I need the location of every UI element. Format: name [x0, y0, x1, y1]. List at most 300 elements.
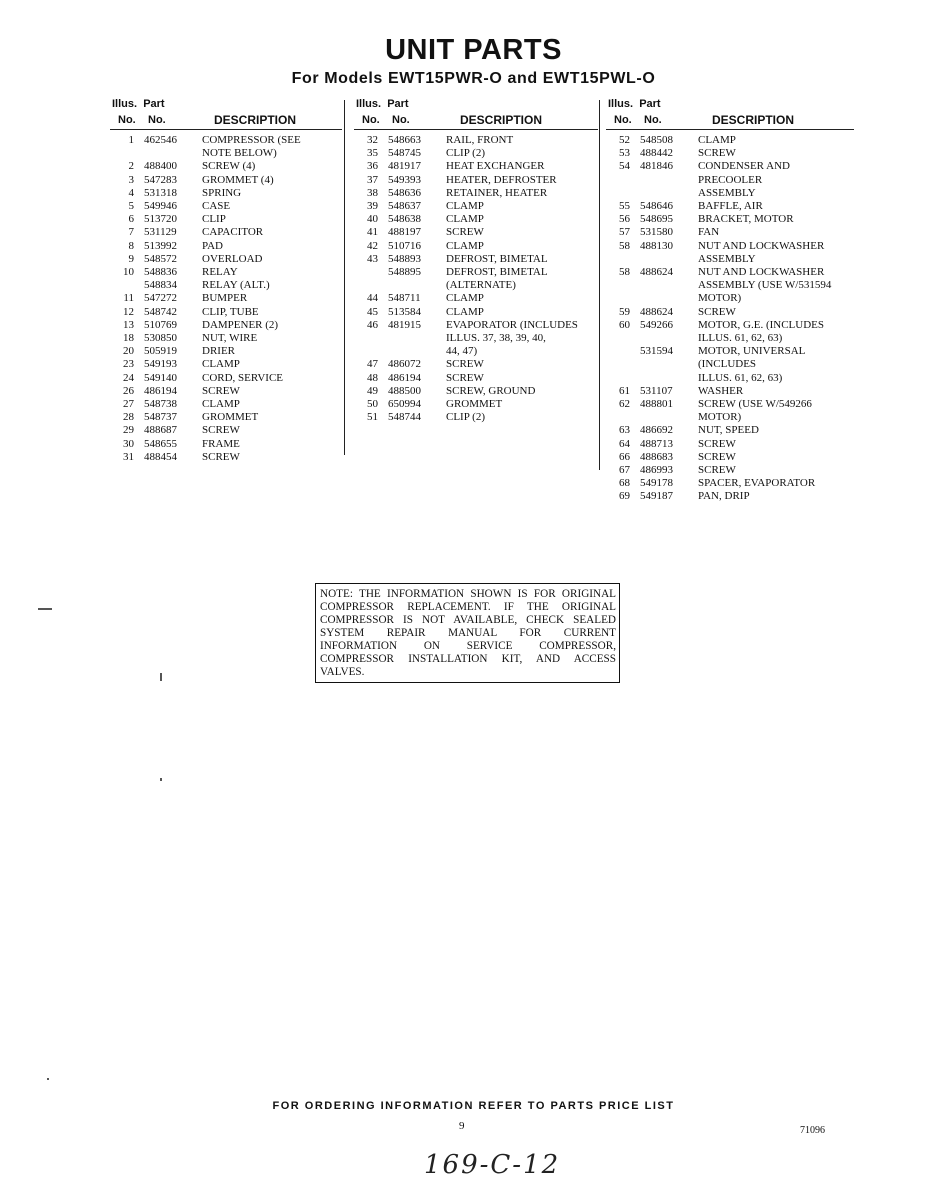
- part-number: 510769: [144, 318, 177, 331]
- part-number: 549266: [640, 318, 673, 331]
- part-description: CLAMP: [446, 292, 484, 305]
- illus-number: 11: [123, 292, 134, 305]
- parts-row: [606, 438, 854, 451]
- parts-row: [110, 451, 342, 464]
- part-description: ASSEMBLY (USE W/531594: [698, 279, 832, 292]
- part-number: 513720: [144, 213, 177, 226]
- header-part-no: No.: [392, 114, 410, 126]
- part-description: CLAMP: [446, 239, 484, 252]
- part-description: CLAMP: [202, 398, 240, 411]
- parts-row: [606, 424, 854, 437]
- part-number: 531580: [640, 226, 673, 239]
- column-divider: [344, 100, 345, 455]
- parts-row: [606, 477, 854, 490]
- scan-speck: [160, 673, 162, 681]
- illus-number: 24: [123, 371, 134, 384]
- part-number: 488400: [144, 160, 177, 173]
- part-number: 548834: [144, 279, 177, 292]
- parts-row: [110, 213, 342, 226]
- header-description: DESCRIPTION: [460, 113, 543, 127]
- illus-number: 9: [128, 252, 134, 265]
- part-description: RELAY: [202, 266, 238, 279]
- illus-number: 12: [123, 305, 134, 318]
- illus-number: 51: [367, 411, 378, 424]
- header-illus-part: Illus. Part: [608, 98, 661, 110]
- parts-row: [606, 253, 854, 266]
- part-description: SCREW: [202, 450, 240, 463]
- parts-row: [606, 226, 854, 239]
- part-description: BAFFLE, AIR: [698, 200, 763, 213]
- parts-row: [606, 332, 854, 345]
- illus-number: 50: [367, 398, 378, 411]
- part-description: CLAMP: [446, 213, 484, 226]
- part-description: CLIP: [202, 213, 226, 226]
- parts-row: [354, 147, 598, 160]
- parts-row: [110, 200, 342, 213]
- parts-row: [354, 160, 598, 173]
- part-description: CONDENSER AND PRECOOLER: [698, 160, 790, 186]
- illus-number: 58: [619, 266, 630, 279]
- part-description: HEATER, DEFROSTER: [446, 173, 557, 186]
- part-number: 548508: [640, 134, 673, 146]
- part-description: CASE: [202, 200, 231, 213]
- part-description: WASHER: [698, 384, 744, 397]
- parts-row: [110, 358, 342, 371]
- parts-row: [354, 306, 598, 319]
- part-description: MOTOR): [698, 292, 742, 305]
- parts-row: [110, 424, 342, 437]
- illus-number: 69: [619, 490, 630, 503]
- part-description: MOTOR, G.E. (INCLUDES: [698, 318, 824, 331]
- parts-row: [110, 398, 342, 411]
- parts-row: [110, 253, 342, 266]
- parts-row: [354, 134, 598, 147]
- part-number: 548893: [388, 252, 421, 265]
- part-description: MOTOR, UNIVERSAL (INCLUDES: [698, 345, 805, 371]
- part-number: 510716: [388, 239, 421, 252]
- part-number: 488624: [640, 305, 673, 318]
- part-description: SCREW: [202, 424, 240, 437]
- scan-speck: [160, 778, 162, 781]
- parts-row: [354, 358, 598, 371]
- part-description: PAD: [202, 239, 223, 252]
- parts-row: [606, 398, 854, 411]
- illus-number: 4: [128, 186, 134, 199]
- header-rule: [354, 129, 598, 130]
- parts-row: [110, 187, 342, 200]
- part-number: 548742: [144, 305, 177, 318]
- illus-number: 5: [128, 200, 134, 213]
- parts-row: [110, 306, 342, 319]
- part-number: 548895: [388, 266, 421, 279]
- parts-row: [354, 240, 598, 253]
- header-illus-no: No.: [362, 114, 380, 126]
- illus-number: 30: [123, 437, 134, 450]
- part-number: 547283: [144, 173, 177, 186]
- parts-column-2: [354, 98, 598, 424]
- part-description: EVAPORATOR (INCLUDES: [446, 318, 578, 331]
- illus-number: 59: [619, 305, 630, 318]
- parts-row: [110, 332, 342, 345]
- column-divider: [599, 100, 600, 470]
- illus-number: 54: [619, 160, 630, 173]
- illus-number: 53: [619, 147, 630, 160]
- parts-column-1: [110, 98, 342, 464]
- parts-row: [606, 292, 854, 305]
- illus-number: 55: [619, 200, 630, 213]
- part-number: 486692: [640, 424, 673, 437]
- part-number: 549946: [144, 200, 177, 213]
- part-number: 549187: [640, 490, 673, 503]
- header-illus-part: Illus. Part: [356, 98, 409, 110]
- parts-row: [606, 266, 854, 279]
- parts-row: [354, 279, 598, 292]
- illus-number: 6: [128, 213, 134, 226]
- part-number: 548638: [388, 213, 421, 226]
- parts-column-3: [606, 98, 854, 504]
- illus-number: 35: [367, 147, 378, 160]
- part-description: DAMPENER (2): [202, 318, 279, 331]
- part-number: 486072: [388, 358, 421, 371]
- illus-number: 45: [367, 305, 378, 318]
- header-description: DESCRIPTION: [214, 113, 297, 127]
- illus-number: 37: [367, 173, 378, 186]
- illus-number: 67: [619, 464, 630, 477]
- header-rule: [110, 129, 342, 130]
- part-number: 548836: [144, 266, 177, 279]
- part-number: 488454: [144, 450, 177, 463]
- parts-row: [606, 490, 854, 503]
- part-description: CORD, SERVICE: [202, 371, 284, 384]
- illus-number: 42: [367, 239, 378, 252]
- parts-rows: [110, 134, 342, 464]
- part-number: 548637: [388, 200, 421, 213]
- parts-row: [606, 240, 854, 253]
- illus-number: 60: [619, 318, 630, 331]
- part-description: (ALTERNATE): [446, 279, 516, 292]
- part-description: FAN: [698, 226, 720, 239]
- part-number: 486194: [144, 384, 177, 397]
- part-description: BRACKET, MOTOR: [698, 213, 794, 226]
- parts-row: [354, 319, 598, 332]
- part-description: COMPRESSOR (SEE: [202, 134, 301, 146]
- part-number: 481915: [388, 318, 421, 331]
- part-number: 488442: [640, 147, 673, 160]
- parts-row: [354, 332, 598, 345]
- document-code: 71096: [800, 1125, 825, 1136]
- parts-row: [110, 345, 342, 358]
- part-number: 549178: [640, 477, 673, 490]
- parts-row: [606, 134, 854, 147]
- part-description: ASSEMBLY: [698, 186, 756, 199]
- parts-row: [110, 226, 342, 239]
- parts-row: [354, 174, 598, 187]
- parts-row: [606, 451, 854, 464]
- parts-rows: [606, 134, 854, 504]
- part-description: DEFROST, BIMETAL: [446, 252, 548, 265]
- parts-row: [606, 213, 854, 226]
- handwritten-annotation: 169-C-12: [424, 1150, 561, 1180]
- part-description: CAPACITOR: [202, 226, 264, 239]
- part-description: OVERLOAD: [202, 252, 263, 265]
- part-description: SCREW: [446, 371, 484, 384]
- illus-number: 10: [123, 266, 134, 279]
- part-number: 488197: [388, 226, 421, 239]
- page-title: UNIT PARTS: [385, 34, 562, 66]
- part-description: NOTE BELOW): [202, 147, 277, 160]
- part-description: SCREW: [698, 450, 736, 463]
- illus-number: 64: [619, 437, 630, 450]
- parts-row: [606, 279, 854, 292]
- parts-row: [110, 240, 342, 253]
- illus-number: 40: [367, 213, 378, 226]
- part-number: 549393: [388, 173, 421, 186]
- parts-row: [110, 385, 342, 398]
- parts-row: [354, 213, 598, 226]
- part-description: DRIER: [202, 345, 235, 358]
- parts-row: [606, 411, 854, 424]
- part-number: 488687: [144, 424, 177, 437]
- parts-row: [110, 372, 342, 385]
- parts-row: [606, 372, 854, 385]
- part-number: 549193: [144, 358, 177, 371]
- parts-row: [110, 411, 342, 424]
- part-description: SCREW (USE W/549266: [698, 398, 812, 411]
- part-description: RELAY (ALT.): [202, 279, 270, 292]
- part-number: 548745: [388, 147, 421, 160]
- part-description: CLIP, TUBE: [202, 305, 259, 318]
- illus-number: 57: [619, 226, 630, 239]
- illus-number: 8: [128, 239, 134, 252]
- parts-row: [110, 266, 342, 279]
- illus-number: 31: [123, 450, 134, 463]
- part-description: SCREW: [698, 437, 736, 450]
- part-description: ILLUS. 61, 62, 63): [698, 371, 783, 384]
- part-description: SCREW, GROUND: [446, 384, 536, 397]
- part-description: RETAINER, HEATER: [446, 186, 548, 199]
- part-number: 488500: [388, 384, 421, 397]
- illus-number: 49: [367, 384, 378, 397]
- part-description: CLAMP: [698, 134, 736, 146]
- part-description: BUMPER: [202, 292, 248, 305]
- part-description: 44, 47): [446, 345, 478, 358]
- illus-number: 13: [123, 318, 134, 331]
- compressor-note-box: NOTE: THE INFORMATION SHOWN IS FOR ORIGINAL COMPRESSOR REPLACEMENT. IF THE ORIGINAL COMPRESSOR IS NOT AVAILABLE, CHECK SEALED SYSTEM REPAIR MANUAL FOR CURRENT INFORMATION ON SERVICE COMPRESSOR, COMPRESSOR INSTALLATION KIT, AND ACCESS VALVES.: [315, 583, 620, 683]
- illus-number: 46: [367, 318, 378, 331]
- illus-number: 18: [123, 332, 134, 345]
- parts-row: [606, 200, 854, 213]
- parts-row: [354, 345, 598, 358]
- part-number: 650994: [388, 398, 421, 411]
- part-description: CLAMP: [446, 305, 484, 318]
- part-description: SCREW: [698, 147, 736, 160]
- parts-row: [354, 266, 598, 279]
- part-description: NUT, WIRE: [202, 332, 258, 345]
- illus-number: 27: [123, 398, 134, 411]
- part-description: CLIP (2): [446, 147, 486, 160]
- illus-number: 62: [619, 398, 630, 411]
- part-number: 488801: [640, 398, 673, 411]
- parts-rows: [354, 134, 598, 424]
- part-description: CLAMP: [202, 358, 240, 371]
- page-subtitle: For Models EWT15PWR-O and EWT15PWL-O: [291, 70, 656, 87]
- part-number: 531318: [144, 186, 177, 199]
- parts-row: [606, 187, 854, 200]
- illus-number: 44: [367, 292, 378, 305]
- header-rule: [606, 129, 854, 130]
- part-number: 531129: [144, 226, 177, 239]
- illus-number: 58: [619, 239, 630, 252]
- header-illus-part: Illus. Part: [112, 98, 165, 110]
- part-number: 548695: [640, 213, 673, 226]
- part-number: 531107: [640, 384, 673, 397]
- part-description: HEAT EXCHANGER: [446, 160, 545, 173]
- part-number: 548572: [144, 252, 177, 265]
- illus-number: 23: [123, 358, 134, 371]
- parts-row: [606, 319, 854, 332]
- part-description: CLAMP: [446, 200, 484, 213]
- illus-number: 68: [619, 477, 630, 490]
- column-header: [606, 98, 854, 128]
- header-illus-no: No.: [118, 114, 136, 126]
- parts-row: [606, 160, 854, 186]
- illus-number: 61: [619, 384, 630, 397]
- part-description: SCREW (4): [202, 160, 256, 173]
- part-description: CLIP (2): [446, 411, 486, 424]
- parts-row: [354, 372, 598, 385]
- parts-row: [354, 292, 598, 305]
- column-header: [110, 98, 342, 128]
- illus-number: 48: [367, 371, 378, 384]
- illus-number: 36: [367, 160, 378, 173]
- part-description: ILLUS. 61, 62, 63): [698, 332, 783, 345]
- part-description: NUT, SPEED: [698, 424, 759, 437]
- illus-number: 38: [367, 186, 378, 199]
- parts-row: [606, 385, 854, 398]
- illus-number: 29: [123, 424, 134, 437]
- part-number: 548646: [640, 200, 673, 213]
- part-number: 548636: [388, 186, 421, 199]
- parts-row: [354, 200, 598, 213]
- parts-row: [110, 438, 342, 451]
- part-number: 488713: [640, 437, 673, 450]
- parts-row: [606, 147, 854, 160]
- illus-number: 47: [367, 358, 378, 371]
- illus-number: 7: [128, 226, 134, 239]
- illus-number: 28: [123, 411, 134, 424]
- part-number: 548738: [144, 398, 177, 411]
- part-number: 547272: [144, 292, 177, 305]
- part-description: MOTOR): [698, 411, 742, 424]
- part-description: ASSEMBLY: [698, 252, 756, 265]
- part-number: 531594: [640, 345, 673, 358]
- part-number: 548663: [388, 134, 421, 146]
- illus-number: 41: [367, 226, 378, 239]
- illus-number: 56: [619, 213, 630, 226]
- part-number: 481917: [388, 160, 421, 173]
- part-number: 505919: [144, 345, 177, 358]
- illus-number: 43: [367, 252, 378, 265]
- parts-row: [110, 147, 342, 160]
- scan-speck: [38, 608, 52, 610]
- part-description: SPRING: [202, 186, 242, 199]
- parts-row: [354, 253, 598, 266]
- part-description: GROMMET: [202, 411, 259, 424]
- parts-row: [354, 187, 598, 200]
- header-description: DESCRIPTION: [712, 113, 795, 127]
- scan-speck: [47, 1078, 49, 1080]
- part-description: SCREW: [446, 226, 484, 239]
- part-description: SCREW: [698, 464, 736, 477]
- page-number: 9: [459, 1120, 465, 1132]
- header-part-no: No.: [644, 114, 662, 126]
- illus-number: 66: [619, 450, 630, 463]
- part-number: 530850: [144, 332, 177, 345]
- part-description: SCREW: [698, 305, 736, 318]
- part-number: 548737: [144, 411, 177, 424]
- part-number: 548744: [388, 411, 421, 424]
- parts-row: [606, 306, 854, 319]
- column-header: [354, 98, 598, 128]
- parts-row: [354, 411, 598, 424]
- part-description: SPACER, EVAPORATOR: [698, 477, 816, 490]
- part-description: SCREW: [446, 358, 484, 371]
- parts-row: [606, 345, 854, 371]
- part-description: RAIL, FRONT: [446, 134, 514, 146]
- part-number: 513992: [144, 239, 177, 252]
- illus-number: 32: [367, 134, 378, 146]
- part-number: 513584: [388, 305, 421, 318]
- part-number: 488683: [640, 450, 673, 463]
- parts-row: [110, 292, 342, 305]
- parts-row: [354, 398, 598, 411]
- part-number: 549140: [144, 371, 177, 384]
- part-number: 488130: [640, 239, 673, 252]
- part-number: 548711: [388, 292, 421, 305]
- parts-row: [354, 226, 598, 239]
- part-number: 481846: [640, 160, 673, 173]
- part-description: GROMMET (4): [202, 173, 274, 186]
- parts-row: [110, 174, 342, 187]
- parts-row: [110, 279, 342, 292]
- illus-number: 52: [619, 134, 630, 146]
- parts-row: [110, 160, 342, 173]
- illus-number: 1: [128, 134, 134, 146]
- part-number: 462546: [144, 134, 177, 146]
- part-description: DEFROST, BIMETAL: [446, 266, 548, 279]
- ordering-footer: FOR ORDERING INFORMATION REFER TO PARTS PRICE LIST: [272, 1100, 675, 1112]
- part-description: NUT AND LOCKWASHER: [698, 239, 825, 252]
- illus-number: 26: [123, 384, 134, 397]
- part-number: 488624: [640, 266, 673, 279]
- parts-row: [354, 385, 598, 398]
- part-description: GROMMET: [446, 398, 503, 411]
- part-description: ILLUS. 37, 38, 39, 40,: [446, 332, 546, 345]
- illus-number: 2: [128, 160, 134, 173]
- parts-row: [606, 464, 854, 477]
- part-description: FRAME: [202, 437, 240, 450]
- illus-number: 3: [128, 173, 134, 186]
- parts-row: [110, 319, 342, 332]
- part-number: 548655: [144, 437, 177, 450]
- part-description: SCREW: [202, 384, 240, 397]
- header-illus-no: No.: [614, 114, 632, 126]
- illus-number: 63: [619, 424, 630, 437]
- illus-number: 20: [123, 345, 134, 358]
- illus-number: 39: [367, 200, 378, 213]
- part-description: PAN, DRIP: [698, 490, 750, 503]
- part-number: 486194: [388, 371, 421, 384]
